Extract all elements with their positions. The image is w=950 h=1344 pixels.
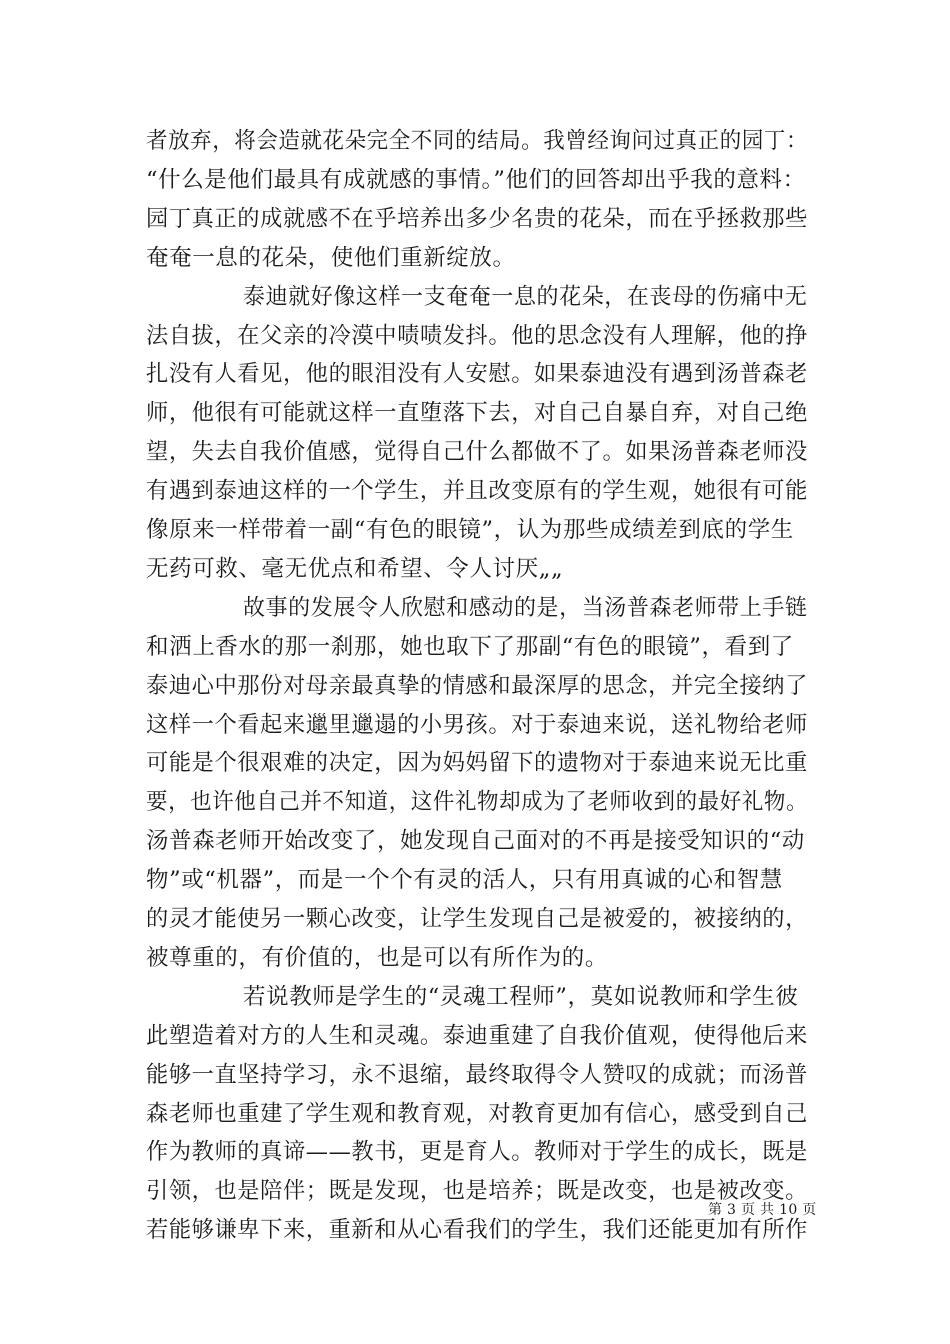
text-line: 扎没有人看见，他的眼泪没有人安慰。如果泰迪没有遇到汤普森老 (146, 361, 808, 388)
text-line: 要，也许他自己并不知道，这件礼物却成为了老师收到的最好礼物。 (146, 789, 809, 816)
text-line: 这样一个看起来邋里邋遢的小男孩。对于泰迪来说，送礼物给老师 (146, 711, 808, 738)
text-line: 若说教师是学生的“灵魂工程师”，莫如说教师和学生彼 (243, 983, 799, 1010)
text-line: 物”或“机器”，而是一个个有灵的活人，只有用真诚的心和智慧 (146, 867, 783, 894)
text-line: 望，失去自我价值感，觉得自己什么都做不了。如果汤普森老师没 (146, 439, 808, 466)
text-line: 的灵才能使另一颗心改变，让学生发现自己是被爱的，被接纳的， (146, 906, 808, 932)
text-line: 有遇到泰迪这样的一个学生，并且改变原有的学生观，她很有可能 (146, 478, 808, 505)
text-line: 师，他很有可能就这样一直堕落下去，对自己自暴自弃，对自己绝 (146, 400, 808, 427)
text-line: 能够一直坚持学习，永不退缩，最终取得令人赞叹的成就；而汤普 (146, 1061, 808, 1088)
text-line: 作为教师的真谛——教书，更是育人。教师对于学生的成长，既是 (146, 1139, 808, 1166)
page-footer: 第 3 页 共 10 页 (708, 1202, 817, 1218)
text-line: 森老师也重建了学生观和教育观，对教育更加有信心，感受到自己 (146, 1100, 808, 1127)
text-line: 被尊重的，有价值的，也是可以有所作为的。 (146, 944, 609, 971)
text-line: 泰迪就好像这样一支奄奄一息的花朵，在丧母的伤痛中无 (243, 283, 808, 310)
text-line: 此塑造着对方的人生和灵魂。泰迪重建了自我价值观，使得他后来 (146, 1022, 808, 1049)
text-line: 泰迪心中那份对母亲最真挚的情感和最深厚的思念，并完全接纳了 (146, 672, 808, 699)
text-line: 法自拔，在父亲的冷漠中啧啧发抖。他的思念没有人理解，他的挣 (146, 322, 808, 349)
text-line: 引领，也是陪伴；既是发现，也是培养；既是改变，也是被改变。 (146, 1178, 808, 1205)
text-line: 奄奄一息的花朵，使他们重新绽放。 (146, 244, 516, 271)
text-line: 像原来一样带着一副“有色的眼镜”，认为那些成绩差到底的学生 (146, 517, 794, 543)
text-line: 者放弃，将会造就花朵完全不同的结局。我曾经询问过真正的园丁： (146, 128, 809, 154)
text-line: 汤普森老师开始改变了，她发现自己面对的不再是接受知识的“动 (146, 828, 805, 855)
text-line: 园丁真正的成就感不在乎培养出多少名贵的花朵，而在乎拯救那些 (146, 205, 808, 232)
text-line: 故事的发展令人欣慰和感动的是，当汤普森老师带上手链 (243, 594, 808, 621)
text-line: 无药可救、毫无优点和希望、令人讨厌„„ (146, 555, 564, 582)
text-line: 和洒上香水的那一刹那，她也取下了那副“有色的眼镜”，看到了 (146, 633, 794, 660)
text-line: 可能是个很艰难的决定，因为妈妈留下的遗物对于泰迪来说无比重 (146, 750, 808, 777)
text-line: 若能够谦卑下来，重新和从心看我们的学生，我们还能更加有所作 (146, 1217, 808, 1244)
text-line: “什么是他们最具有成就感的事情。”他们的回答却出乎我的意料： (146, 166, 806, 193)
